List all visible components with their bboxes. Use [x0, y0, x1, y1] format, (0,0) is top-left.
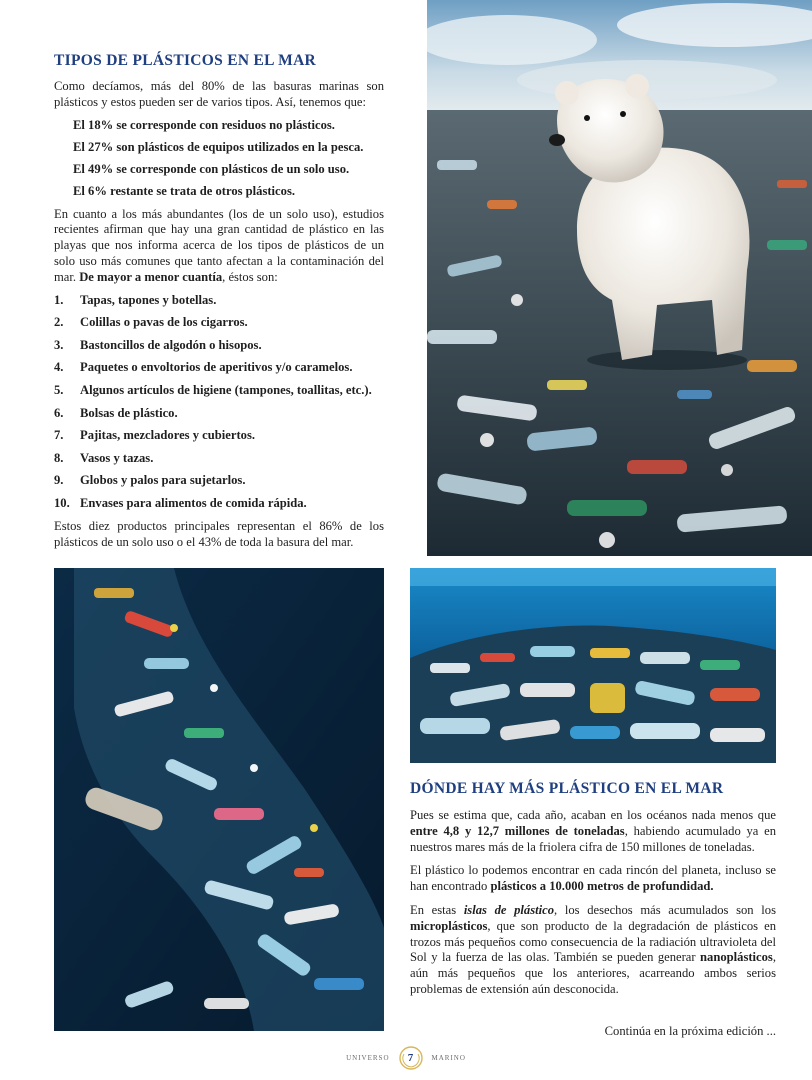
microplastics-emphasis: microplásticos [410, 918, 488, 933]
list-item [54, 473, 384, 488]
list-item [54, 406, 384, 421]
abundance-text: En cuanto a los más abundantes (los de un solo uso), estudios recientes afirman que hay una gran cantidad de plástico en las playas que nos informa acerca de los tipos de plásticos de un solo uso más comunes que tanto afectan a la contaminación del mar. [54, 206, 384, 284]
depth-emphasis: plásticos a 10.000 metros de profundidad. [490, 879, 714, 894]
section-tipos [54, 52, 384, 551]
list-number: 10. [54, 495, 70, 510]
continued-note: Continúa en la próxima edición ... [604, 1024, 776, 1038]
list-text: Colillas o pavas de los cigarros. [80, 315, 248, 330]
section-donde [410, 780, 776, 998]
abundance-text-end: , éstos son: [222, 269, 278, 284]
tonnage-paragraph [410, 808, 776, 855]
list-number: 8. [54, 450, 64, 465]
list-text: Algunos artículos de higiene (tampones, toallitas, etc.). [80, 382, 372, 397]
islands-text-2: , los desechos más acumulados son los [554, 902, 776, 917]
list-number: 7. [54, 428, 64, 443]
footer [0, 1044, 812, 1072]
footer-emblem [398, 1045, 424, 1071]
islands-text-3: , que son producto de la degradación de plásticos en trozos más pequeños como consecuencia de la radiación ultravioleta del Sol y la fuerza de las olas. También se pueden generar [410, 918, 776, 965]
list-number: 9. [54, 473, 64, 488]
page-number: 7 [407, 1052, 414, 1064]
islands-paragraph [410, 903, 776, 998]
islands-text: En estas [410, 902, 464, 917]
footer-left-text: UNIVERSO [346, 1054, 390, 1062]
abundance-emphasis: De mayor a menor cuantía [79, 269, 223, 284]
footer-right-text: MARINO [431, 1054, 466, 1062]
islands-emphasis: islas de plástico [463, 902, 555, 917]
depth-paragraph [410, 863, 776, 895]
floating-plastic-photo [54, 568, 384, 1031]
list-item [54, 451, 384, 466]
list-text: Globos y palos para sujetarlos. [80, 473, 246, 488]
tonnage-text: Pues se estima que, cada año, acaban en los océanos nada menos que [410, 808, 776, 822]
list-number: 4. [54, 360, 64, 375]
percent-list [54, 118, 384, 199]
list-item [54, 338, 384, 353]
polar-bear-photo [427, 0, 812, 556]
tonnage-emphasis: entre 4,8 y 12,7 millones de toneladas [410, 823, 625, 838]
plastic-island-photo [410, 568, 776, 763]
list-number: 2. [54, 315, 64, 330]
depth-text: El plástico lo podemos encontrar en cada rincón del planeta, incluso se han encontrado [410, 863, 776, 894]
list-text: Envases para alimentos de comida rápida. [80, 495, 307, 510]
list-item [54, 496, 384, 511]
percent-item: El 18% se corresponde con residuos no plásticos. [73, 117, 335, 132]
list-item [54, 293, 384, 308]
tonnage-text-end: , habiendo acumulado ya en nuestros mares más de la friolera cifra de 150 millones de toneladas. [410, 823, 776, 854]
abundance-paragraph [54, 207, 384, 286]
nanoplastics-emphasis: nanoplásticos [700, 950, 773, 965]
list-item [54, 428, 384, 443]
list-text: Vasos y tazas. [80, 450, 154, 465]
list-number: 3. [54, 337, 64, 352]
section-title: TIPOS DE PLÁSTICOS EN EL MAR [54, 52, 317, 69]
list-number: 6. [54, 405, 64, 420]
closing-paragraph: Estos diez productos principales representan el 86% de los plásticos de un solo uso o el 43% de toda la basura del mar. [54, 518, 384, 549]
list-item [54, 315, 384, 330]
list-text: Pajitas, mezcladores y cubiertos. [80, 428, 255, 443]
percent-item: El 49% se corresponde con plásticos de un solo uso. [73, 161, 350, 176]
section-title: DÓNDE HAY MÁS PLÁSTICO EN EL MAR [410, 780, 724, 797]
list-text: Tapas, tapones y botellas. [80, 292, 217, 307]
percent-item: El 6% restante se trata de otros plásticos. [73, 183, 295, 198]
list-number: 1. [54, 292, 64, 307]
list-number: 5. [54, 382, 64, 397]
list-text: Paquetes o envoltorios de aperitivos y/o caramelos. [80, 360, 353, 375]
top-ten-list [54, 293, 384, 511]
list-text: Bastoncillos de algodón o hisopos. [80, 337, 262, 352]
list-text: Bolsas de plástico. [80, 405, 178, 420]
list-item [54, 360, 384, 375]
list-item [54, 383, 384, 398]
islands-text-4: , aún más pequeños que los anteriores, acarreando ambos serios problemas de extensión aún desconocida. [410, 950, 776, 996]
intro-paragraph: Como decíamos, más del 80% de las basuras marinas son plásticos y estos pueden ser de varios tipos. Así, tenemos que: [54, 79, 384, 109]
percent-item: El 27% son plásticos de equipos utilizados en la pesca. [73, 139, 364, 154]
